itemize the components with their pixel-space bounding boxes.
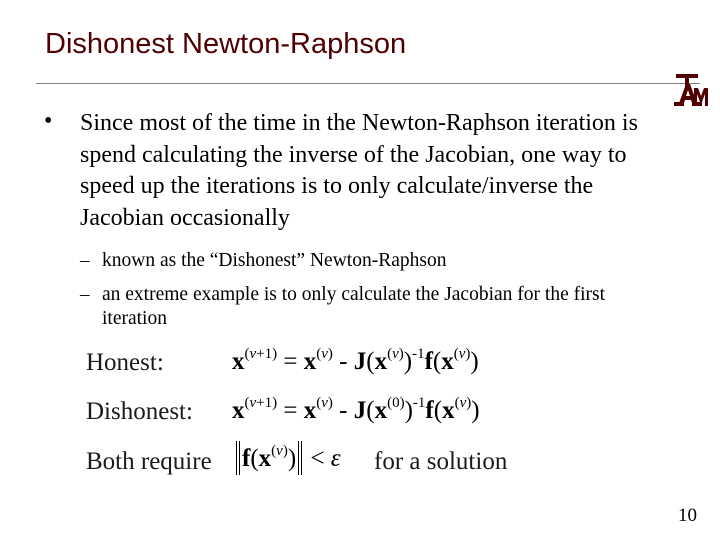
dishonest-equation: $x^{(v+1)} = x^{(v)} - J(x^{(0)})^{-1}f(x^{(v)})$ bbox=[232, 395, 480, 424]
page-number: 10 bbox=[678, 505, 697, 526]
sub-bullet-text: known as the “Dishonest” Newton-Raphson bbox=[102, 250, 447, 271]
both-require-label: Both require bbox=[86, 448, 212, 475]
convergence-condition: $f(x^{(v)}) < \varepsilon$ bbox=[234, 441, 341, 475]
bullet-marker: • bbox=[44, 108, 53, 134]
main-bullet-text: Since most of the time in the Newton-Raphson iteration is spend calculating the inverse of the Jacobian, one way to speed up the iterations is to only calculate/inverse the Jacobian occasionally bbox=[80, 110, 638, 231]
sub-bullet-text: an extreme example is to only calculate the Jacobian for the first iteration bbox=[102, 284, 606, 329]
dishonest-label: Dishonest: bbox=[86, 398, 193, 425]
for-solution-text: for a solution bbox=[374, 448, 508, 475]
title-divider bbox=[36, 83, 700, 84]
honest-equation: $x^{(v+1)} = x^{(v)} - J(x^{(v)})^{-1}f(x^{(v)})$ bbox=[232, 346, 479, 375]
slide-title: Dishonest Newton-Raphson bbox=[45, 28, 407, 60]
sub-bullet-dash: – bbox=[80, 284, 90, 305]
sub-bullet-dash: – bbox=[80, 250, 90, 271]
honest-label: Honest: bbox=[86, 349, 164, 376]
texas-am-logo-icon bbox=[670, 72, 710, 108]
